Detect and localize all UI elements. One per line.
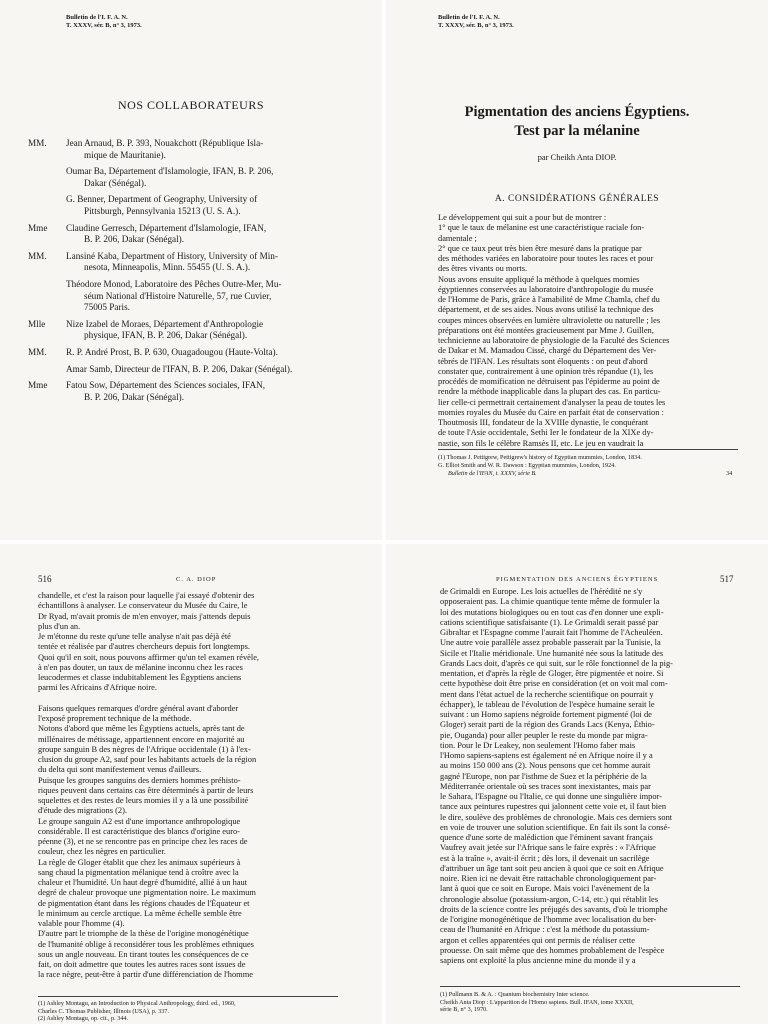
body-line: du delta qui sont manifestement venus d'ailleurs. xyxy=(38,765,202,775)
body-line: Gibraltar et l'Espagne comme l'aurait fait l'homme de l'Acheuléen. xyxy=(440,628,663,637)
footnote-rule xyxy=(440,986,740,987)
body-line: lier celle-ci permettrait certainement d'analyser la peau de toutes les xyxy=(438,397,666,407)
body-line: Sicile et l'Italie méridionale. Une humanité née sous la latitude des xyxy=(440,648,664,658)
body-line: considérable. Il est caractéristique des blancs d'origine euro- xyxy=(38,826,240,836)
body-line: momies royales du Musée du Caire en parfait état de conservation : xyxy=(438,407,664,417)
body-line: l'exposé proprement technique de la méthode. xyxy=(38,714,192,723)
body-line: argon et celles apparentées qui ont permis de réaliser cette xyxy=(440,935,635,945)
collaborator-line: Fatou Sow, Département des Sciences sociales, IFAN, xyxy=(66,380,266,391)
page-top-left xyxy=(0,0,382,540)
body-line: égyptiennes conservées au laboratoire d'anthropologie du musée xyxy=(438,284,654,294)
body-line: de toute l'Asie occidentale, Sethi Ier le fondateur de la XIXe dy- xyxy=(438,428,654,438)
body-line xyxy=(38,694,338,704)
body-line: le dire, soulève des problèmes de chronologie. Mais ces derniers sont xyxy=(440,812,673,822)
body-line: de pigmentation étant dans les régions chaudes de l'Équateur et xyxy=(38,898,250,908)
article-title-line-2: Test par la mélanine xyxy=(514,123,640,139)
header-line: Bulletin de l'I. F. A. N. xyxy=(66,14,128,21)
collaborator-line: Amar Samb, Directeur de l'IFAN, B. P. 206, Dakar (Sénégal). xyxy=(66,363,293,374)
body-line: Gloger) serait parti de la région des Grands Lacs (Kenya, Éthio- xyxy=(440,720,655,730)
body-line: fait, on doit admettre que toutes les autres races sont issues de xyxy=(38,960,246,969)
body-line: sang chaud la pigmentation mélanique tend à croître avec la xyxy=(38,867,239,877)
body-line: échantillons à analyser. Le conservateur du Musée du Caire, le xyxy=(38,601,248,611)
body-line: Vaufrey avait jetée sur l'Afrique sans le faire exprès : « l'Afrique xyxy=(440,843,656,853)
collaborator-entry xyxy=(66,279,352,314)
body-line: damentale ; xyxy=(438,233,477,243)
body-line: noire. Rien ici ne devait être rattachable chronologiquement par- xyxy=(440,874,657,883)
body-line: La règle de Gloger établit que chez les animaux supérieurs à xyxy=(38,857,241,867)
body-line: l'Homo sapiens-sapiens est également né en Afrique noire il y a xyxy=(440,751,653,760)
body-line: la race nègre, peut-être à partir d'une différenciation de l'homme xyxy=(38,970,253,980)
body-line: procédés de momification ne détruisent pas l'épiderme au point de xyxy=(438,377,660,386)
collaborator-entry xyxy=(28,318,352,342)
body-line: échapper), le tableau de l'évolution de l'espèce humaine serait le xyxy=(440,699,655,709)
body-line: nastie, son fils le célèbre Ramsès II, etc. Le jeu en vaudrait la xyxy=(438,438,644,448)
body-line: sapiens ont exploité la plus ancienne mine du monde il y a xyxy=(440,956,636,965)
page-footer-journal: Bulletin de l'IFAN, t. XXXV, série B. xyxy=(448,470,537,477)
body-line: suivant : un Homo sapiens négroïde fortement pigmenté (loi de xyxy=(440,710,652,719)
footnote-line: Cheikh Anta Diop : L'apparition de l'Homo sapiens. Bull. IFAN, tome XXXII, xyxy=(440,998,634,1006)
header-line: T. XXXV, sér. B, n° 3, 1973. xyxy=(66,22,142,29)
collaborator-entry xyxy=(66,364,352,376)
body-line: de l'Homme de Paris, grâce à l'amabilité de Mme Chamla, chef du xyxy=(438,295,660,304)
journal-header xyxy=(438,14,514,30)
title-prefix: Mme xyxy=(28,222,48,233)
body-line: des méthodes variées en laboratoire pour toutes les races et pour xyxy=(438,254,654,263)
body-line: D'autre part le triomphe de la thèse de l'origine monogénétique xyxy=(38,929,249,939)
collaborator-entry xyxy=(66,166,352,189)
body-line: ment dans l'état actuel de la recherche scientifique on pourrait y xyxy=(440,689,654,699)
collaborator-line: 75005 Paris. xyxy=(84,302,130,313)
body-line: cations scientifique satisfaisante (1). Le Grimaldi serait passé par xyxy=(440,617,659,627)
article-body xyxy=(438,213,738,449)
body-line: droits de la science contre les préjugés des savants, d'où le triomphe xyxy=(440,904,668,914)
header-line: Bulletin de l'I. F. A. N. xyxy=(438,14,500,21)
body-line: mentation, et d'après la règle de Gloger, être pigmentée et noire. Si xyxy=(440,669,664,678)
collaborator-line: B. P. 206, Dakar (Sénégal). xyxy=(84,391,185,402)
footnote-line: (1) Pullmann B. & A. : Quantum biochemistry Inter science. xyxy=(440,991,590,998)
body-line: plus d'un an. xyxy=(38,621,81,631)
running-head: PIGMENTATION DES ANCIENS ÉGYPTIENS xyxy=(496,576,659,583)
body-line: degré de chaleur provoque une pigmentation noire. Le maximum xyxy=(38,888,256,898)
body-line: en voie de trouver une solution scientifique. En fait ils sont la consé- xyxy=(440,822,671,832)
collaborator-line: Lansiné Kaba, Department of History, University of Min- xyxy=(66,250,278,261)
body-line: lant à quoi que ce soit en Europe. Mais voici l'avènement de la xyxy=(440,884,650,894)
collaborator-line: mique de Mauritanie). xyxy=(84,149,166,160)
body-line: Dr Ryad, m'avait promis de m'en envoyer, mais j'attends depuis xyxy=(38,611,251,621)
footnotes xyxy=(438,454,738,469)
section-heading: A. CONSIDÉRATIONS GÉNÉRALES xyxy=(494,194,660,204)
body-line: d'étude des migrations (2). xyxy=(38,806,127,816)
body-line: pie, Ouganda) pour aller peupler le reste du monde par migra- xyxy=(440,730,648,740)
collaborator-entry xyxy=(28,250,352,274)
body-line: couleur, chez les nègres en particulier. xyxy=(38,847,166,857)
body-line: coupes minces observées en lumière ultraviolette ou naturelle ; les xyxy=(438,315,661,325)
footnote-rule xyxy=(438,449,738,450)
page-bottom-left xyxy=(0,544,382,1024)
body-line: parmi les Africains d'Afrique noire. xyxy=(38,683,157,693)
body-line: gagné l'Europe, non par l'isthme de Suez et la périphérie de la xyxy=(440,771,647,781)
body-line: opposeraient pas. La chimie quantique tente même de formuler la xyxy=(440,597,660,607)
body-line: 1° que le taux de mélanine est une caractéristique raciale fon- xyxy=(438,223,645,233)
body-line: Nous avons ensuite appliqué la méthode à quelques momies xyxy=(438,274,640,284)
body-line: Notons d'abord que même les Égyptiens actuels, après tant de xyxy=(38,724,245,734)
body-line: constater que, contrairement à une opinion très répandue (1), les xyxy=(438,366,654,376)
running-head: C. A. DIOP xyxy=(176,576,217,583)
body-line: chaleur et l'humidité. Un haut degré d'humidité, allié à un haut xyxy=(38,878,248,887)
body-line: à n'en pas douter, un taux de mélanine inconnu chez les races xyxy=(38,662,243,672)
title-prefix: MM. xyxy=(28,250,47,261)
body-line: péenne (3), et ne se rencontre pas en principe chez les races de xyxy=(38,837,248,846)
body-line: Une autre voie parallèle assez probable passerait par la Tunisie, la xyxy=(440,638,661,648)
collaborator-entry xyxy=(28,138,352,161)
page-bottom-right xyxy=(386,544,768,1024)
collaborator-line: G. Benner, Department of Geography, University of xyxy=(66,194,258,205)
collaborator-line: Jean Arnaud, B. P. 393, Nouakchott (République Isla- xyxy=(66,138,264,148)
collaborator-entry xyxy=(66,194,352,217)
body-line: valable pour l'homme (4). xyxy=(38,919,125,928)
body-line: leucodermes et classe indubitablement les Égyptiens anciens xyxy=(38,673,242,682)
body-line: 2° que ce taux peut très bien être mesuré dans la pratique par xyxy=(438,243,642,253)
page-number: 516 xyxy=(38,574,52,584)
page-title: NOS COLLABORATEURS xyxy=(117,98,264,112)
body-line: de Dakar et M. Mamadou Cissé, chargé du Département des Ver- xyxy=(438,346,657,356)
body-line: préparations ont été montées gracieusement par Mme J. Guillen, xyxy=(438,325,654,335)
body-line: Grands Lacs doit, d'après ce qui suit, sur le rôle fonctionnel de la pig- xyxy=(440,658,673,668)
collaborator-line: Oumar Ba, Département d'Islamologie, IFAN, B. P. 206, xyxy=(66,166,274,177)
footnote-line: (1) Thomas J. Pettigrew, Pettigrew's history of Egyptian mummies, London, 1834. xyxy=(438,454,642,461)
body-line: ceau de l'humanité en Afrique : c'est la méthode du potassium- xyxy=(440,925,650,935)
body-line: millénaires de métissage, appartiennent encore en majorité au xyxy=(38,734,245,744)
title-prefix: Mme xyxy=(28,380,48,391)
collaborator-line: physique, IFAN, B. P. 206, Dakar (Sénégal). xyxy=(84,330,248,341)
body-line: squelettes et des restes de leurs momies il y a là une possibilité xyxy=(38,796,249,805)
body-line: de l'humanité oblige à reconsidérer tous les problèmes ethniques xyxy=(38,939,254,949)
body-line: cette hypothèse doit être prise en considération (et on voit mal com- xyxy=(440,679,668,689)
footnote-line: G. Elliot Smith and W. R. Dawson : Egyptian mummies, London, 1924. xyxy=(438,461,616,469)
collaborator-line: séum National d'Histoire Naturelle, 57, rue Cuvier, xyxy=(84,290,272,301)
body-line: tébrés de l'IFAN. Les résultats sont éloquents : on peut d'abord xyxy=(438,356,648,366)
collaborator-line: nesota, Minneapolis, Minn. 55455 (U. S. A.). xyxy=(84,262,251,273)
body-line: de Grimaldi en Europe. Les lois actuelles de l'hérédité ne s'y xyxy=(440,587,643,596)
page-top-right xyxy=(386,0,768,540)
body-line: quence d'une sorte de malédiction que l'éminent savant français xyxy=(440,833,653,842)
collaborator-line: B. P. 206, Dakar (Sénégal). xyxy=(84,234,185,245)
collaborator-line: Nize Izabel de Moraes, Département d'Anthropologie xyxy=(66,318,264,329)
body-line: Je m'étonne du reste qu'une telle analyse n'ait pas déjà été xyxy=(38,632,231,641)
body-line: le Sahara, l'Espagne ou l'Italie, ce qui donne une singulière impor- xyxy=(440,792,662,801)
footnote-line: série B, n° 3, 1970. xyxy=(440,1006,488,1014)
body-line: Méditerranée orientale où ses traces sont inexistantes, mais par xyxy=(440,781,651,791)
body-line: technicienne au laboratoire de physiologie de la Faculté des Sciences xyxy=(438,336,670,345)
collaborator-line: Dakar (Sénégal). xyxy=(84,177,147,188)
collaborator-entry xyxy=(28,346,352,359)
body-line: rendre la méthode inapplicable dans la plupart des cas. En particu- xyxy=(438,387,661,397)
footnote-rule xyxy=(38,996,338,997)
collaborator-line: Théodore Monod, Laboratoire des Pêches Outre-Mer, Mu- xyxy=(66,278,282,289)
body-line: de l'origine monogénétique de l'homme avec localisation du ber- xyxy=(440,915,657,924)
body-line: d'attribuer un âge tant soit peu ancien à quoi que ce soit en Afrique xyxy=(440,863,664,873)
body-line: groupe sanguin B des nègres de l'Afrique occidentale (1) à l'ex- xyxy=(38,744,251,754)
page-footer-number: 34 xyxy=(726,470,733,477)
title-prefix: MM. xyxy=(28,346,47,357)
page-number: 517 xyxy=(720,574,734,584)
body-line: des êtres vivants ou morts. xyxy=(438,264,528,274)
body-line: Le développement qui suit a pour but de montrer : xyxy=(438,213,607,222)
footnote-line: (1) Ashley Montagu, an Introduction to Physical Anthropology, third. ed., 1960, xyxy=(38,1000,236,1007)
body-line: chronologie absolue (potassium-argon, C-14, etc.) qui rétablit les xyxy=(440,894,659,904)
body-line: loi des mutations biologiques ou en tout cas d'en donner une expli- xyxy=(440,607,664,617)
article-author: par Cheikh Anta DIOP. xyxy=(537,152,617,162)
collaborator-entry xyxy=(28,380,352,403)
collaborator-entry xyxy=(28,222,352,246)
body-line: le minimum au cercle arctique. La même échelle semble être xyxy=(38,908,242,918)
footnotes xyxy=(38,1000,348,1023)
body-line: clusion du groupe A2, sauf pour les habitants actuels de la région xyxy=(38,755,257,764)
body-line: Faisons quelques remarques d'ordre général avant d'aborder xyxy=(38,703,239,713)
body-line: Thoutmosis III, fondateur de la XVIIIe dynastie, le conquérant xyxy=(438,418,649,427)
body-line: Le groupe sanguin A2 est d'une importance anthropologique xyxy=(38,816,241,826)
body-line: département, et de ses aides. Nous avons utilisé la technique des xyxy=(438,305,654,315)
body-line: tentée et réalisée par d'autres chercheurs depuis fort longtemps. xyxy=(38,642,250,652)
title-prefix: MM. xyxy=(28,138,47,148)
body-line: tance aux peintures rupestres qui jalonnent cette voie et, il faut bien xyxy=(440,802,667,812)
body-line: sous un angle nouveau. En tirant toutes les conséquences de ce xyxy=(38,949,249,959)
article-body xyxy=(38,591,338,981)
collaborator-line: Claudine Gerresch, Département d'Islamologie, IFAN, xyxy=(66,222,267,233)
body-line: chandelle, et c'est la raison pour laquelle j'ai essayé d'obtenir des xyxy=(38,591,255,600)
body-line: prouesse. On sait même que des hommes probablement de l'espèce xyxy=(440,945,665,955)
body-line: Quoi qu'il en soit, nous pouvons affirmer qu'un tel examen révèle, xyxy=(38,652,260,662)
header-line: T. XXXV, sér. B, n° 3, 1973. xyxy=(438,22,514,29)
body-line: riques peuvent dans certains cas être déterminés à partir de leurs xyxy=(38,785,254,795)
body-line: Puisque les groupes sanguins des derniers hommes préhisto- xyxy=(38,775,241,785)
body-line: au moins 150 000 ans (2). Nous pensons que cet homme aurait xyxy=(440,761,651,771)
journal-header xyxy=(66,14,142,30)
footnote-line: (2) Ashley Montagu, op. cit., p. 344. xyxy=(38,1015,129,1023)
title-prefix: Mlle xyxy=(28,318,46,329)
footnote-line: Charles C. Thomas Publisher, Illinois (USA), p. 337. xyxy=(38,1007,169,1015)
collaborator-line: R. P. André Prost, B. P. 630, Ouagadougou (Haute-Volta). xyxy=(66,346,278,357)
body-line: est à la traîne », avait-il écrit ; dès lors, il devenait un sacrilège xyxy=(440,853,650,863)
article-title-line-1: Pigmentation des anciens Égyptiens. xyxy=(464,104,690,120)
article-body xyxy=(440,587,740,966)
collaborator-list xyxy=(28,138,352,408)
body-line: tion. Pour le Dr Leakey, non seulement l'Homo faber mais xyxy=(440,740,636,750)
collaborator-line: Pittsburgh, Pennsylvania 15213 (U. S. A.). xyxy=(84,205,241,216)
footnotes xyxy=(440,991,740,1014)
